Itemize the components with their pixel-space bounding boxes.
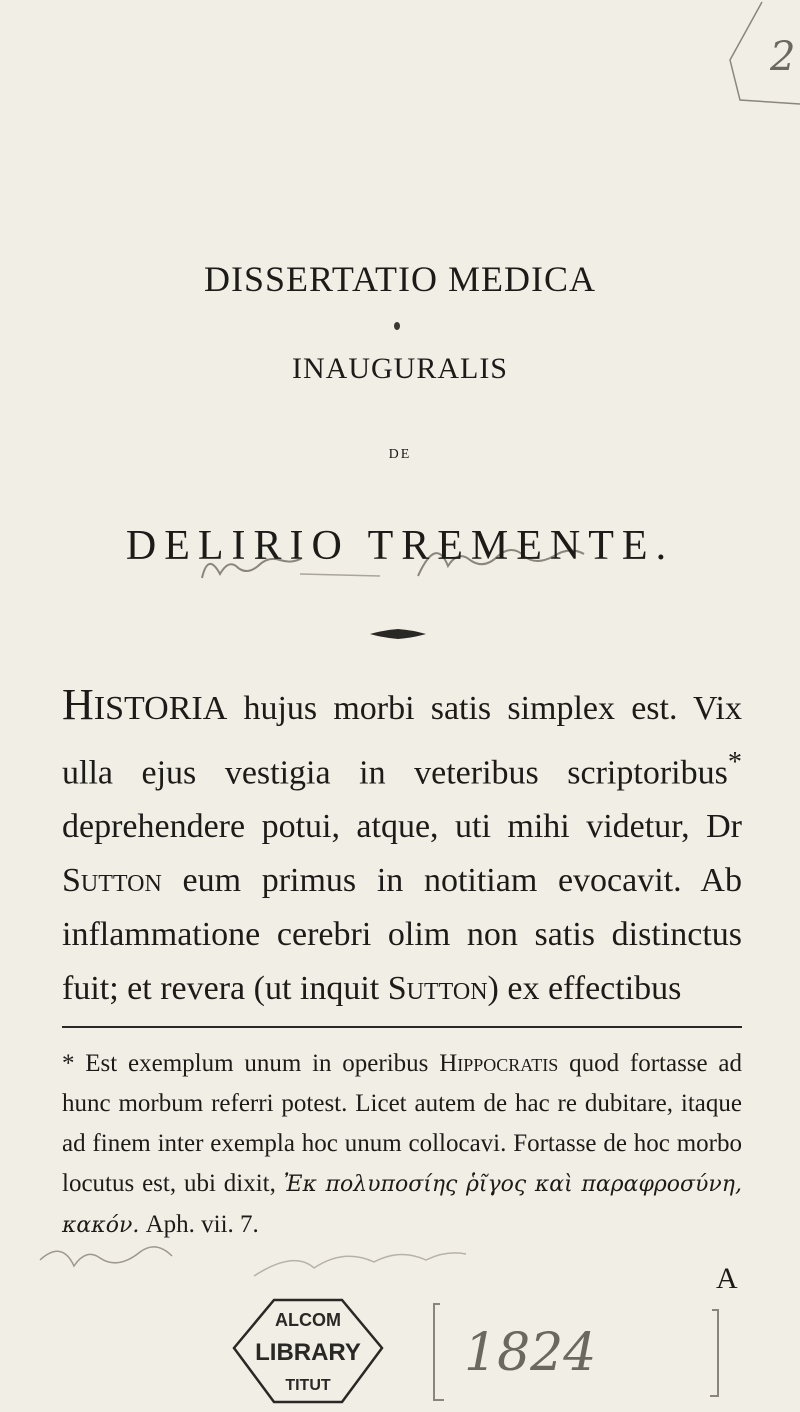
shelfmark-number: 1824 — [464, 1323, 597, 1383]
pencil-shelfmark — [430, 1296, 720, 1404]
title-subject: DELIRIO TREMENTE. — [125, 523, 675, 569]
corner-number: 2 — [770, 34, 796, 80]
signature-mark: A — [716, 1262, 738, 1295]
footnote-citation: Aph. vii. 7. — [139, 1211, 259, 1238]
footnote-text-2: quod fortasse ad hunc morbum referri potest. Licet autem de hac re dubitare, itaque ad finem inter exempla hoc unum collocavi. Fortasse de hoc morbo locutus est, ubi dixit, — [62, 1050, 743, 1197]
footnote-text-1: Est exemplum unum in operibus — [74, 1050, 440, 1077]
body-text-2: deprehendere potui, atque, uti mihi videtur, Dr — [62, 808, 742, 846]
title-line-2: INAUGURALIS — [292, 352, 508, 385]
body-text-4: ) ex effectibus — [487, 970, 682, 1008]
stamp-top-text: ALCOM — [275, 1310, 341, 1330]
footnote-ref[interactable]: * — [727, 747, 742, 778]
ornament-rule — [370, 628, 426, 640]
library-stamp — [224, 1290, 392, 1412]
body-text-3: eum primus in notitiam evocavit. Ab inflammatione cerebri olim non satis distinctus fuit; et revera (ut inquit — [62, 862, 742, 1008]
stamp-center-text: LIBRARY — [255, 1339, 361, 1366]
footnote-divider — [62, 1026, 742, 1028]
drop-letter: H — [62, 680, 94, 729]
title-line-1: DISSERTATIO MEDICA — [204, 259, 596, 299]
author-name-1: Sutton — [62, 862, 162, 900]
author-name-2: Sutton — [387, 970, 488, 1008]
stamp-bottom-text: TITUT — [285, 1377, 331, 1394]
first-word: ISTORIA — [93, 690, 228, 727]
title-preposition: DE — [388, 447, 412, 462]
body-text-1: hujus morbi satis simplex est. Vix ulla ejus vestigia in veteribus scriptoribus — [62, 690, 742, 792]
greek-quotation: Ἐκ πολυποσίης ῥῖγος καὶ παραφροσύνη, κακόν. — [62, 1172, 742, 1238]
footnote — [62, 1044, 742, 1246]
ink-dot — [394, 322, 400, 330]
footnote-author: Hippocratis — [439, 1050, 559, 1077]
footnote-mark: * — [62, 1050, 75, 1077]
main-paragraph — [62, 678, 742, 1016]
